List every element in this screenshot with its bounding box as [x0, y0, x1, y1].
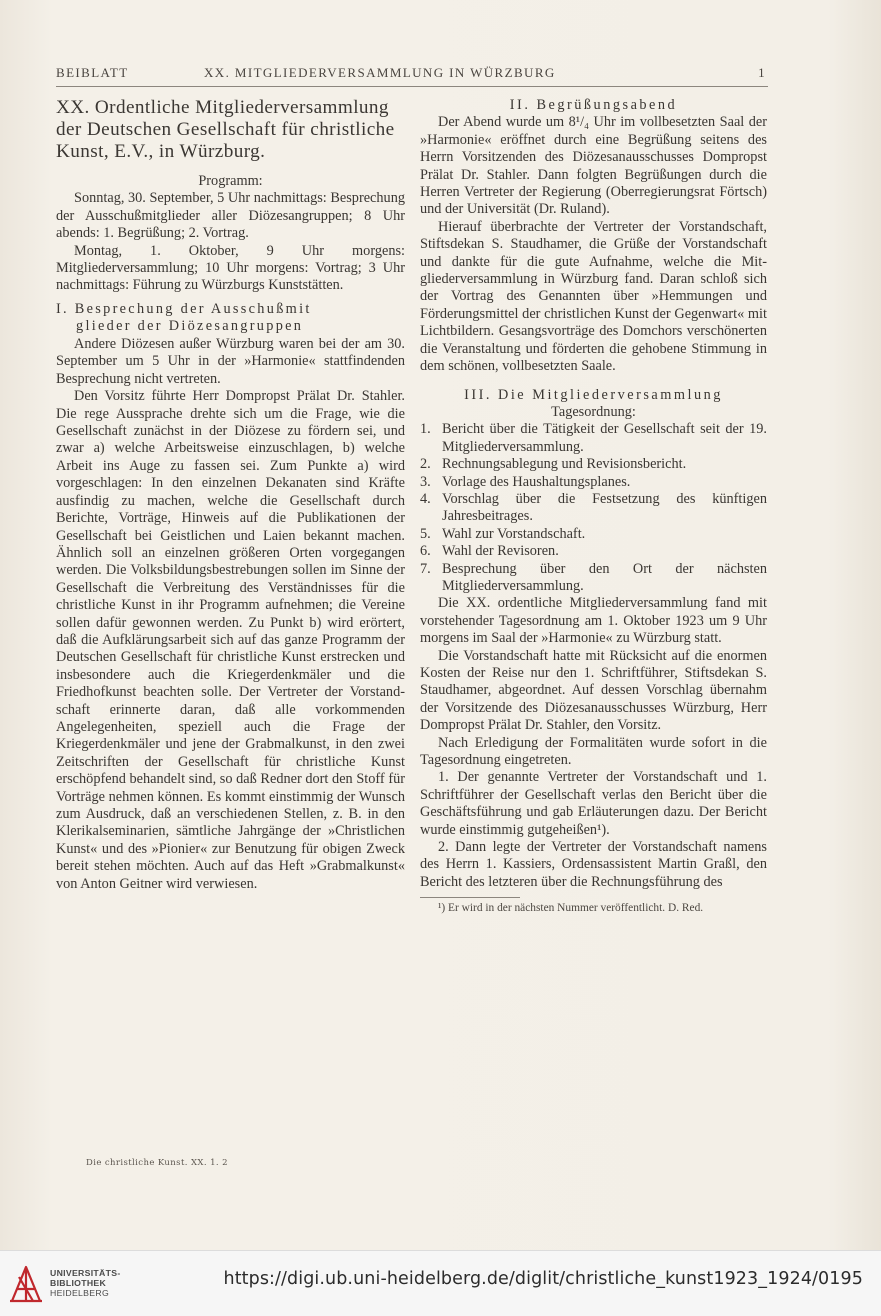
agenda-item: 1. Bericht über die Tätigkeit der Gesellschaft seit der 19. Mitgliederversammlung. — [420, 421, 767, 455]
library-logo-icon — [6, 1261, 46, 1307]
running-head-left: BEIBLATT — [56, 65, 129, 80]
program-monday: Montag, 1. Oktober, 9 Uhr morgens: Mitgliederversammlung; 10 Uhr morgens: Vortrag; 3 Uhr nachmittags: Führung zu Würzburgs Kunststätten. — [56, 242, 405, 294]
section-1-paragraph-2: Den Vorsitz führte Herr Dompropst Prälat Dr. Stahler. Die rege Aussprache drehte sich um die Frage, wie die Gesellschaft zunächst in der Diözese zu fördern sei, und zwar a) welche Arbeitsweise einzuschlagen, b) welche Arbeit ins Auge zu fassen sei. Zum Punkte a) wird vorgeschlagen: In den einzelnen Dekanaten sind Kräfte ausfindig zu machen, welche die Gesellschaft durch Berichte, Vorträge, Hinweis auf die Publikationen der Gesellschaft bei Geistlichen und Laien bekannt machen. Ähnlich soll an einzelnen größeren Orten vorgegangen werden. Die Volksbildungsbestrebungen sollen im Sinne der Gesellschaft die Verbreitung des Verständnisses für die christliche Kunst in ihr Programm aufnehmen; die Vereine sollen dafür gewonnen werden. Zu Punkt b) wird erörtert, daß die Aufklärungsarbeit sich auf das ganze Programm der Deutschen Gesellschaft für christliche Kunst erstrecken und insbesondere auch die Kriegerdenkmäler und die Friedhofkunst beachten solle. Der Vertreter der Vorstandschaft erinnerte daran, daß alle vorkommenden Angelegenheiten, speziell auch die Frage der Kriegerdenkmäler und jene der Grabmalkunst, in den zwei Zeitschriften der Gesellschaft für christliche Kunst erschöpfend behandelt sind, so daß Redner dort den Stoff für Vorträge nehmen können. Es kommt einstimmig der Wunsch zum Ausdruck, daß an verschiedenen Stellen, z. B. in den Klerikalseminarien, sämtliche Jahrgänge der »Christlichen Kunst« und des »Pionier« zur Benutzung für obigen Zweck bereit stehen möchten. Auch auf das Heft »Grabmalkunst« von Anton Geitner wird verwiesen. — [56, 388, 405, 892]
section-3-paragraph-5: 2. Dann legte der Vertreter der Vorstandschaft namens des Herrn 1. Kassiers, Ordensassistent Martin Graßl, den Bericht des letzteren über die Rechnungsführung des — [420, 839, 767, 890]
running-head — [56, 65, 766, 83]
right-column — [420, 97, 767, 916]
agenda-list — [420, 421, 767, 595]
running-head-center: XX. MITGLIEDERVERSAMMLUNG IN WÜRZBURG — [204, 65, 556, 80]
section-3-paragraph-1: Die XX. ordentliche Mitgliederversammlung fand mit vorstehender Tagesordnung am 1. Oktober 1923 um 9 Uhr morgens im Saal der »Harmonie« zu Würzburg statt. — [420, 595, 767, 647]
section-3-paragraph-4: 1. Der genannte Vertreter der Vorstandschaft und 1. Schriftführer der Gesellschaft verlas den Bericht über die Geschäftsführung und gab Erläuterungen dazu. Der Bericht wurde einstimmig gutgeheißen¹). — [420, 769, 767, 838]
section-2-paragraph-1: Der Abend wurde um 8¹/₄ Uhr im vollbesetzten Saal der »Harmonie« eröffnet durch eine Begrüßung seitens des Herrn Vorsitzenden des Diözesanausschusses Dompropst Prälat Dr. Stahler. Dann folgten Begrüßungen durch die Herren Vertreter der Regierung (Oberregierungsrat Förtsch) und der Universität (Dr. Ruland). — [420, 114, 767, 218]
library-logo-text — [50, 1268, 121, 1299]
header-rule — [56, 86, 768, 87]
section-2-title: II. Begrüßungsabend — [509, 97, 678, 113]
agenda-heading: Tagesordnung: — [551, 403, 636, 420]
left-column — [56, 97, 405, 893]
viewer-footer — [0, 1250, 881, 1316]
agenda-item: 5. Wahl zur Vorstandschaft. — [420, 525, 586, 542]
agenda-item: 7. Besprechung über den Ort der nächsten Mitgliederversammlung. — [420, 560, 767, 594]
section-1-title — [56, 301, 405, 336]
section-2-paragraph-2: Hierauf überbrachte der Vertreter der Vorstandschaft, Stiftsdekan S. Staudhamer, die Grüße der Vorstandschaft und dankte für die gute Aufnahme, welche die Mitgliederversammlung in Würzburg fand. Daran schloß sich der Vortrag des Genannten über »Hemmungen und Förderungsmittel der christlichen Kunst der Gegenwart« mit Lichtbildern. Gesangsvorträge des Domchors verschönerten die Veranstaltung und förderten die gehobene Stimmung in dem schönen, vollbesetzten Saale. — [420, 218, 767, 375]
logo-line-3: HEIDELBERG — [50, 1288, 110, 1299]
section-3-title: III. Die Mitgliederversammlung — [464, 386, 723, 403]
article-title: XX. Ordentliche Mitgliederversammlung der Deutschen Gesellschaft für christliche Kunst, E.V., in Würzburg. — [56, 97, 395, 162]
section-3-paragraph-3: Nach Erledigung der Formalitäten wurde sofort in die Tagesordnung eingetreten. — [420, 734, 767, 769]
footnote: ¹) Er wird in der nächsten Nummer veröffentlicht. D. Red. — [438, 902, 704, 915]
logo-line-1: UNIVERSITÄTS- — [50, 1268, 121, 1278]
section-1-paragraph-1: Andere Diözesen außer Würzburg waren bei der am 30. September um 5 Uhr in der »Harmonie« stattfindenden Besprechung nicht vertreten. — [56, 336, 405, 387]
page-number: 1 — [758, 65, 766, 80]
agenda-item: 4. Vorschlag über die Festsetzung des künftigen Jahresbeitrages. — [420, 490, 767, 525]
permalink-url[interactable]: https://digi.ub.uni-heidelberg.de/diglit/christliche_kunst1923_1924/0195 — [223, 1269, 863, 1289]
logo-line-2: BIBLIOTHEK — [50, 1278, 107, 1289]
agenda-item: 2. Rechnungsablegung und Revisionsbericht. — [420, 456, 687, 473]
program-sunday: Sonntag, 30. September, 5 Uhr nachmittags: Besprechung der Ausschußmitglieder aller Diözesangruppen; 8 Uhr abends: 1. Begrüßung; 2. Vortrag. — [56, 190, 405, 242]
section-3-paragraph-2: Die Vorstandschaft hatte mit Rücksicht auf die enormen Kosten der Reise nur den 1. Schriftführer, Stiftsdekan S. Staudhamer, abgeordnet. Auf dessen Vorschlag übernahm der Vorsitzende des Diözesanausschusses Würzburg, Herr Dompropst Prälat Dr. Stahler, den Vorsitz. — [420, 647, 767, 734]
section-1-title-line2: glieder der Diözesangruppen — [76, 318, 304, 335]
program-heading: Programm: — [198, 173, 263, 189]
agenda-item: 3. Vorlage des Haushaltungsplanes. — [420, 473, 631, 490]
agenda-item: 6. Wahl der Revisoren. — [420, 543, 559, 560]
footnote-rule — [420, 897, 520, 898]
section-1-title-line1: I. Besprechung der Ausschußmit — [56, 300, 312, 317]
printer-signature: Die christliche Kunst. XX. 1. 2 — [86, 1158, 228, 1168]
